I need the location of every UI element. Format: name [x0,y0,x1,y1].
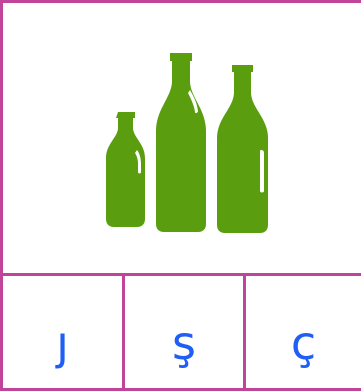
tall-bottle-icon [156,53,206,232]
answer-options [0,273,361,391]
answer-letter: ş [172,316,196,370]
answer-option-2[interactable] [122,273,246,391]
small-bottle-icon [106,112,145,227]
answer-option-1[interactable] [0,273,125,391]
medium-bottle-icon [217,65,268,233]
answer-letter: ȷ [56,316,69,370]
answer-option-3[interactable] [243,273,361,391]
answer-letter: ç [290,316,317,370]
green-bottles-icon [100,50,275,234]
